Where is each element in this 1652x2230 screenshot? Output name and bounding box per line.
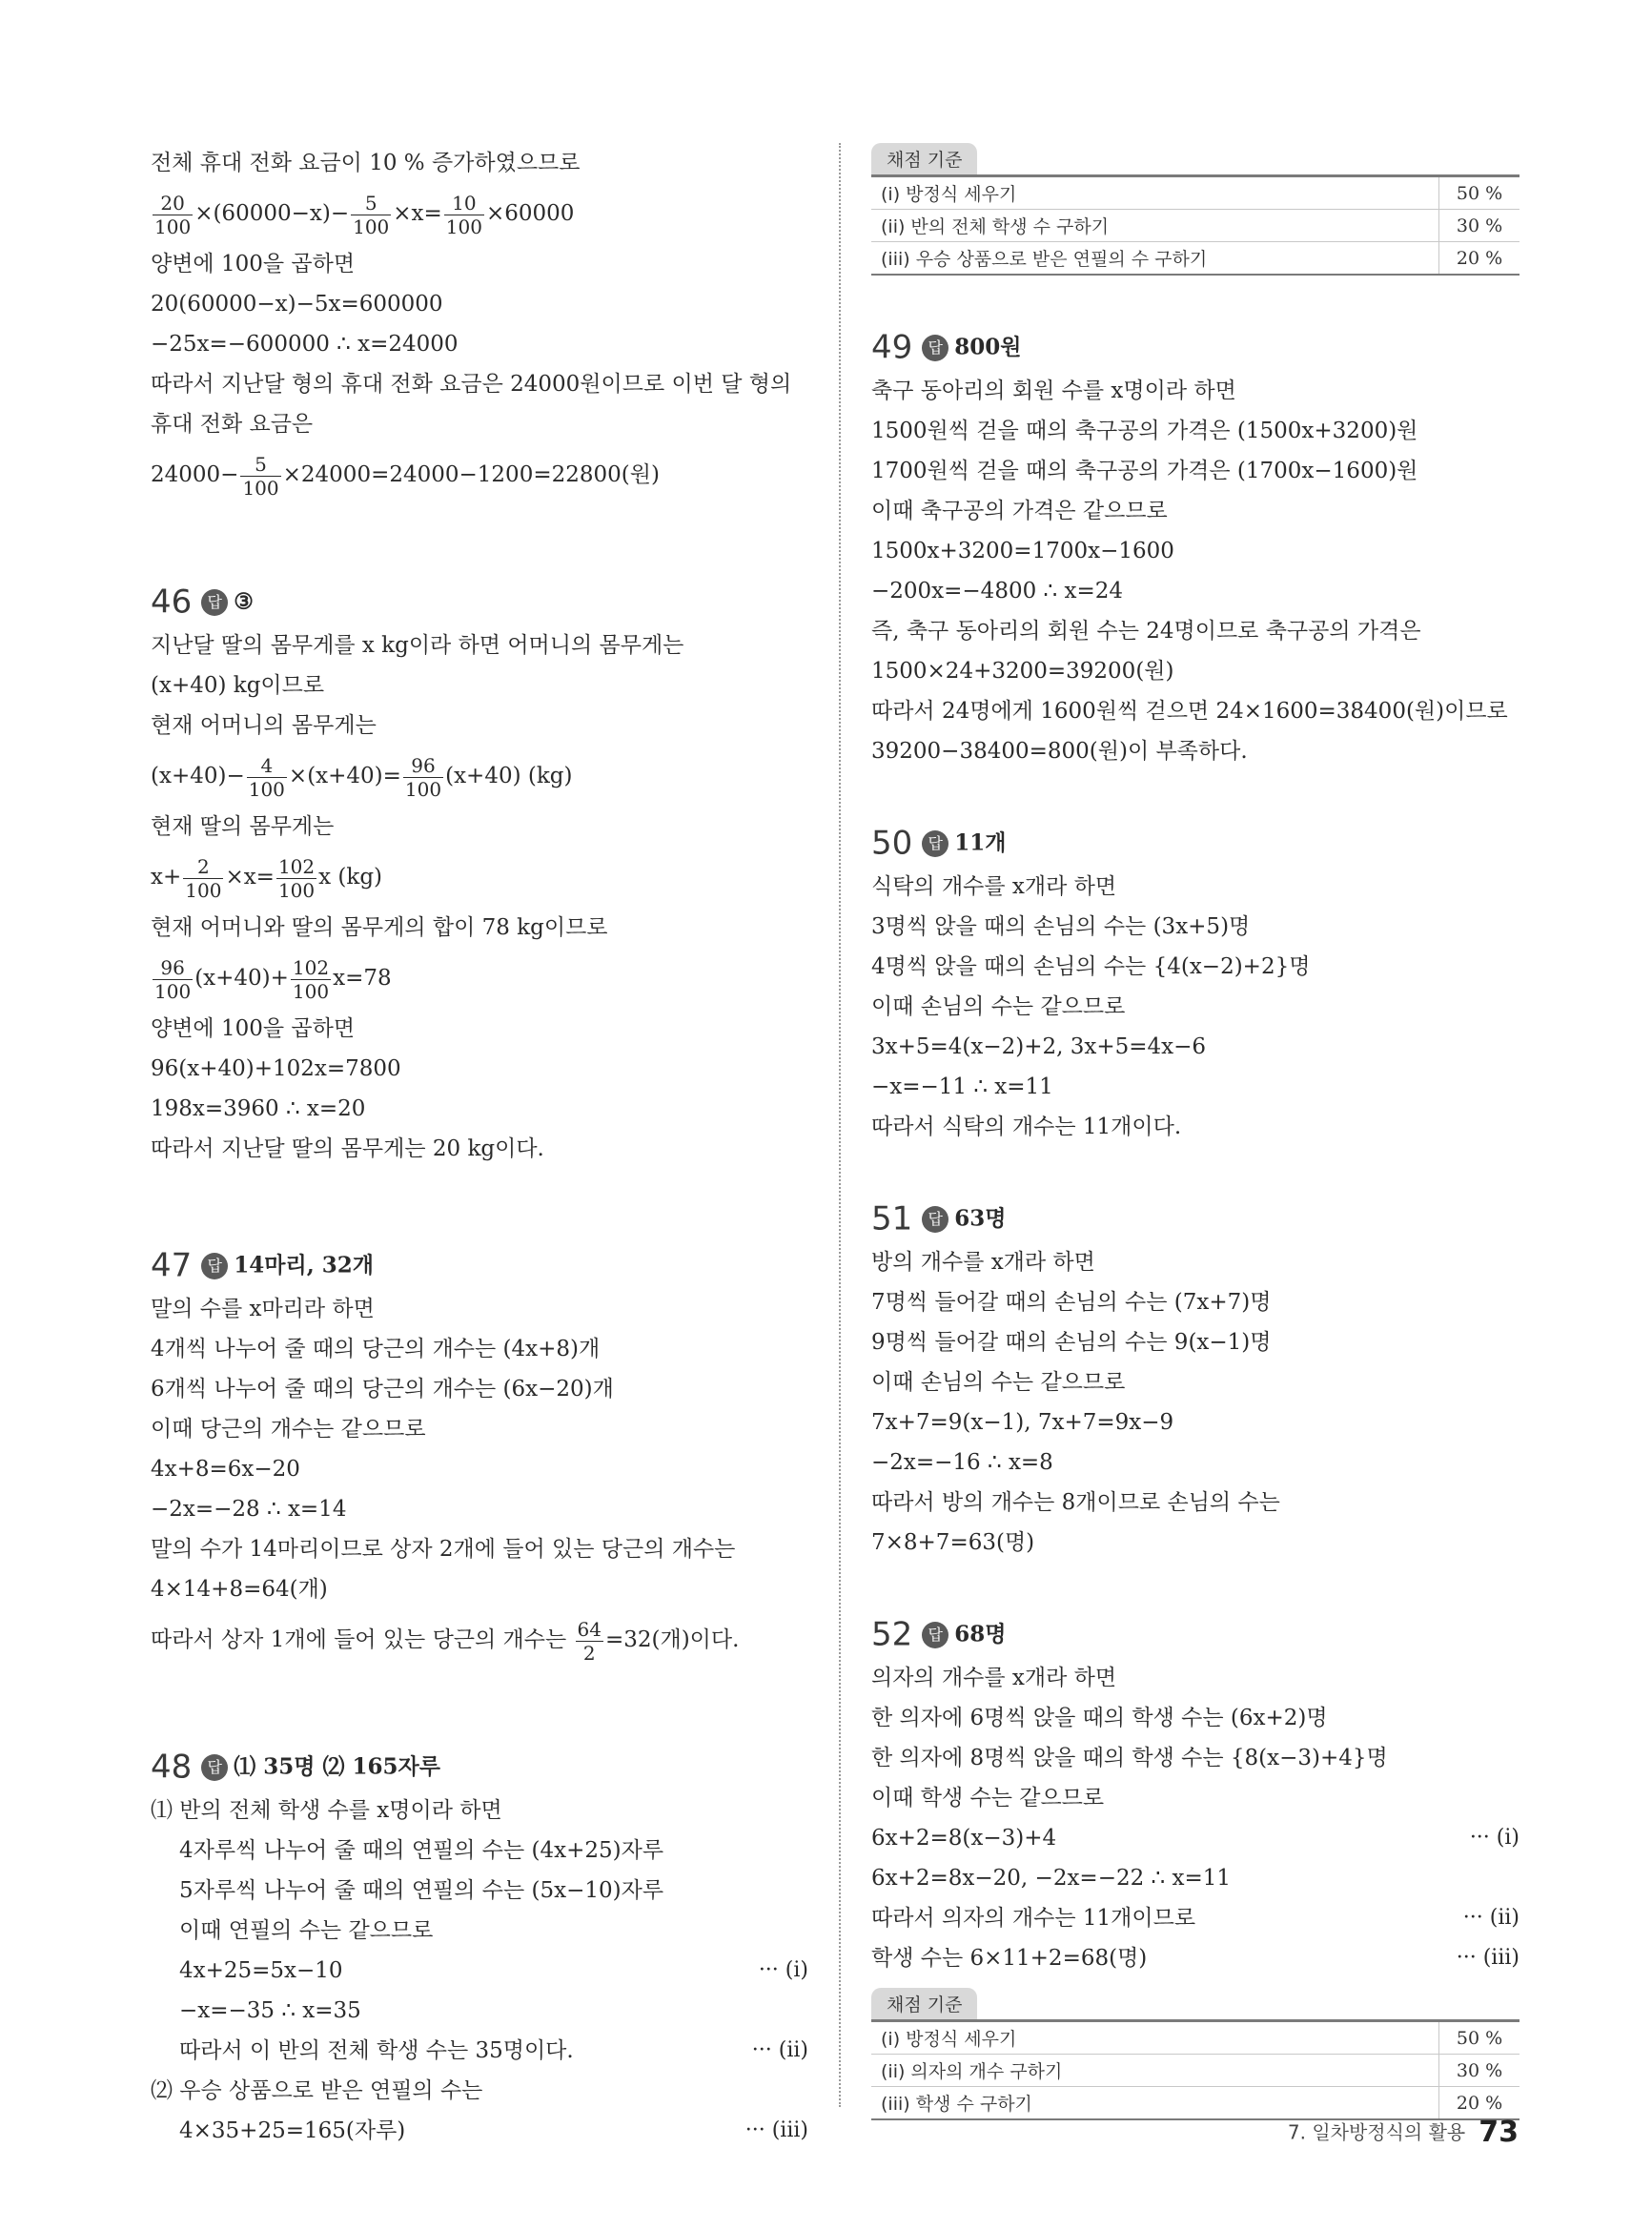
text-line bbox=[871, 1898, 1519, 1938]
text-line bbox=[151, 2031, 808, 2071]
answer: 11개 bbox=[954, 829, 1007, 856]
answer-badge: 답 bbox=[201, 1253, 228, 1279]
column-divider bbox=[839, 143, 841, 2107]
text-line: 1700원씩 걷을 때의 축구공의 가격은 (1700x−1600)원 bbox=[871, 459, 1418, 483]
solution-49 bbox=[871, 323, 1519, 771]
equation-line: 1500x+3200=1700x−1600 bbox=[871, 539, 1174, 563]
fraction bbox=[183, 854, 223, 902]
equation-line bbox=[151, 444, 808, 505]
text-line: 7명씩 들어갈 때의 손님의 수는 (7x+7)명 bbox=[871, 1290, 1272, 1315]
denominator: 100 bbox=[445, 215, 482, 238]
criteria-label: (i) 방정식 세우기 bbox=[871, 176, 1439, 210]
text-line: ⑵ 우승 상품으로 받은 연필의 수는 bbox=[151, 2078, 483, 2103]
solution-47 bbox=[151, 1241, 808, 1670]
criteria-table bbox=[871, 2019, 1519, 2120]
fraction bbox=[240, 452, 280, 500]
denominator: 100 bbox=[404, 777, 442, 801]
criteria-percent: 20 % bbox=[1439, 242, 1520, 276]
spacer bbox=[151, 505, 808, 578]
text-line: 방의 개수를 x개라 하면 bbox=[871, 1250, 1095, 1275]
denominator: 100 bbox=[353, 215, 390, 238]
numerator: 10 bbox=[444, 194, 484, 215]
text-line: 이때 당근의 개수는 같으므로 bbox=[151, 1417, 426, 1442]
equation-line bbox=[871, 1818, 1519, 1858]
numerator: 96 bbox=[403, 756, 443, 778]
solution-51 bbox=[871, 1195, 1519, 1563]
equation-text: 학생 수는 6×11+2=68(명) bbox=[871, 1946, 1148, 1971]
criteria-percent: 50 % bbox=[1439, 2021, 1520, 2055]
answer-badge: 답 bbox=[922, 1622, 948, 1648]
problem-number: 47 bbox=[151, 1246, 193, 1285]
fraction bbox=[153, 191, 193, 238]
text-line: 말의 수가 14마리이므로 상자 2개에 들어 있는 당근의 개수는 bbox=[151, 1537, 736, 1562]
equation-text: =32(개)이다. bbox=[604, 1627, 740, 1652]
step-marker: ··· (i) bbox=[1469, 1826, 1519, 1850]
equation-text: ×x= bbox=[225, 865, 275, 890]
text-line: 양변에 100을 곱하면 bbox=[151, 1016, 356, 1041]
spacer bbox=[151, 1670, 808, 1743]
step-marker: ··· (i) bbox=[758, 1958, 808, 1982]
text-line: 이때 연필의 수는 같으므로 bbox=[179, 1918, 434, 1943]
fraction bbox=[153, 955, 193, 1003]
step-marker: ··· (ii) bbox=[1462, 1906, 1519, 1930]
fraction bbox=[444, 191, 484, 238]
problem-header bbox=[871, 819, 1519, 867]
solution-48 bbox=[151, 1743, 808, 2151]
text-line: 1500원씩 걷을 때의 축구공의 가격은 (1500x+3200)원 bbox=[871, 419, 1418, 443]
denominator: 100 bbox=[242, 476, 279, 500]
text-line: 현재 어머니의 몸무게는 bbox=[151, 713, 377, 738]
equation-line bbox=[151, 2111, 808, 2151]
equation-text: ×(60000−x)− bbox=[194, 201, 350, 226]
numerator: 64 bbox=[577, 1617, 602, 1641]
fraction bbox=[403, 753, 443, 801]
step-marker: ··· (iii) bbox=[744, 2118, 808, 2142]
text-line: 이때 축구공의 가격은 같으므로 bbox=[871, 499, 1168, 523]
answer: 68명 bbox=[954, 1621, 1007, 1647]
equation-line: 7×8+7=63(명) bbox=[871, 1530, 1035, 1555]
numerator: 2 bbox=[183, 857, 223, 879]
step-marker: ··· (ii) bbox=[751, 2038, 808, 2062]
answer: ⑴ 35명 ⑵ 165자루 bbox=[234, 1753, 440, 1780]
equation-text: 24000− bbox=[151, 462, 239, 487]
criteria-label: (ii) 의자의 개수 구하기 bbox=[871, 2055, 1439, 2087]
criteria-percent: 30 % bbox=[1439, 210, 1520, 242]
equation-line: 3x+5=4(x−2)+2, 3x+5=4x−6 bbox=[871, 1034, 1207, 1059]
denominator: 100 bbox=[154, 979, 192, 1003]
problem-number: 49 bbox=[871, 328, 913, 367]
equation-text: x+ bbox=[151, 865, 182, 890]
right-column bbox=[871, 143, 1519, 2120]
text-line: 전체 휴대 전화 요금이 10 % 증가하였으므로 bbox=[151, 151, 581, 175]
equation-line: −2x=−28 ∴ x=14 bbox=[151, 1497, 347, 1522]
equation-text: 따라서 이 반의 전체 학생 수는 35명이다. bbox=[179, 2038, 574, 2063]
text-line: 의자의 개수를 x개라 하면 bbox=[871, 1666, 1117, 1690]
denominator: 100 bbox=[292, 979, 330, 1003]
equation-line bbox=[151, 948, 808, 1009]
step-marker: ··· (iii) bbox=[1456, 1946, 1519, 1970]
equation-text: 따라서 상자 1개에 들어 있는 당근의 개수는 bbox=[151, 1627, 574, 1652]
problem-header bbox=[871, 1610, 1519, 1658]
equation-text: ×x= bbox=[393, 201, 442, 226]
denominator: 100 bbox=[248, 777, 285, 801]
fraction bbox=[291, 955, 331, 1003]
grading-criteria-52 bbox=[871, 1988, 1519, 2120]
equation-line: 96(x+40)+102x=7800 bbox=[151, 1056, 401, 1081]
denominator: 100 bbox=[185, 878, 222, 902]
equation-line: 20(60000−x)−5x=600000 bbox=[151, 292, 443, 317]
numerator: 102 bbox=[292, 955, 330, 979]
equation-line: 4x+8=6x−20 bbox=[151, 1457, 300, 1482]
equation-line bbox=[151, 746, 808, 807]
answer: ③ bbox=[234, 588, 254, 615]
solution-50 bbox=[871, 819, 1519, 1147]
table-row bbox=[871, 242, 1519, 276]
answer-badge: 답 bbox=[201, 1754, 228, 1781]
equation-text: (x+40)− bbox=[151, 764, 245, 788]
answer: 800원 bbox=[954, 334, 1022, 360]
criteria-percent: 50 % bbox=[1439, 176, 1520, 210]
text-line bbox=[151, 1609, 808, 1670]
spacer bbox=[151, 1169, 808, 1241]
equation-line bbox=[151, 183, 808, 244]
text-line: 따라서 식탁의 개수는 11개이다. bbox=[871, 1115, 1182, 1139]
problem-header bbox=[151, 1743, 808, 1790]
table-row bbox=[871, 210, 1519, 242]
solution-46 bbox=[151, 578, 808, 1169]
text-line: 4자루씩 나누어 줄 때의 연필의 수는 (4x+25)자루 bbox=[179, 1838, 664, 1863]
answer: 63명 bbox=[954, 1205, 1007, 1232]
problem-number: 46 bbox=[151, 583, 193, 622]
table-row bbox=[871, 2055, 1519, 2087]
denominator: 100 bbox=[277, 878, 316, 902]
grading-criteria-48 bbox=[871, 143, 1519, 276]
equation-text: x (kg) bbox=[318, 865, 383, 890]
text-line: 한 의자에 6명씩 앉을 때의 학생 수는 (6x+2)명 bbox=[871, 1706, 1328, 1730]
numerator: 96 bbox=[153, 958, 193, 980]
answer-badge: 답 bbox=[922, 335, 948, 361]
problem-number: 51 bbox=[871, 1199, 913, 1238]
criteria-label: (iii) 우승 상품으로 받은 연필의 수 구하기 bbox=[871, 242, 1439, 276]
text-line bbox=[871, 1938, 1519, 1978]
page-number: 73 bbox=[1479, 2115, 1519, 2149]
equation-line: 4×14+8=64(개) bbox=[151, 1577, 328, 1602]
criteria-label: (iii) 학생 수 구하기 bbox=[871, 2087, 1439, 2120]
text-line: 현재 딸의 몸무게는 bbox=[151, 814, 335, 839]
text-line: 9명씩 들어갈 때의 손님의 수는 9(x−1)명 bbox=[871, 1330, 1272, 1355]
text-line: 5자루씩 나누어 줄 때의 연필의 수는 (5x−10)자루 bbox=[179, 1878, 664, 1903]
fraction bbox=[276, 854, 316, 902]
criteria-percent: 30 % bbox=[1439, 2055, 1520, 2087]
fraction bbox=[576, 1617, 603, 1665]
problem-header bbox=[151, 578, 808, 625]
table-row bbox=[871, 2021, 1519, 2055]
equation-line: −x=−35 ∴ x=35 bbox=[179, 1998, 361, 2023]
equation-text: (x+40)+ bbox=[194, 966, 289, 991]
text-line: 39200−38400=800(원)이 부족하다. bbox=[871, 739, 1248, 764]
equation-text: x=78 bbox=[333, 966, 392, 991]
answer-badge: 답 bbox=[922, 830, 948, 857]
left-column bbox=[151, 143, 808, 2151]
equation-line: 6x+2=8x−20, −2x=−22 ∴ x=11 bbox=[871, 1866, 1231, 1891]
text-line: 3명씩 앉을 때의 손님의 수는 (3x+5)명 bbox=[871, 914, 1251, 939]
text-line: 축구 동아리의 회원 수를 x명이라 하면 bbox=[871, 378, 1236, 403]
numerator: 5 bbox=[351, 194, 391, 215]
equation-line: 7x+7=9(x−1), 7x+7=9x−9 bbox=[871, 1410, 1174, 1435]
text-line: 양변에 100을 곱하면 bbox=[151, 252, 356, 276]
text-line: 따라서 지난달 형의 휴대 전화 요금은 24000원이므로 이번 달 형의 bbox=[151, 372, 792, 397]
equation-text: (x+40) (kg) bbox=[445, 764, 573, 788]
answer: 14마리, 32개 bbox=[234, 1252, 374, 1279]
criteria-table bbox=[871, 174, 1519, 276]
equation-line: 1500×24+3200=39200(원) bbox=[871, 659, 1174, 684]
denominator: 100 bbox=[154, 215, 192, 238]
spacer bbox=[871, 771, 1519, 819]
problem-header bbox=[871, 1195, 1519, 1242]
numerator: 4 bbox=[247, 756, 287, 778]
text-line: 6개씩 나누어 줄 때의 당근의 개수는 (6x−20)개 bbox=[151, 1377, 614, 1401]
text-line: 한 의자에 8명씩 앉을 때의 학생 수는 {8(x−3)+4}명 bbox=[871, 1746, 1388, 1770]
text-line: 4명씩 앉을 때의 손님의 수는 {4(x−2)+2}명 bbox=[871, 954, 1311, 979]
equation-text: 4×35+25=165(자루) bbox=[179, 2118, 406, 2143]
equation-line: −x=−11 ∴ x=11 bbox=[871, 1074, 1053, 1099]
equation-text: ×60000 bbox=[485, 201, 575, 226]
criteria-tab: 채점 기준 bbox=[871, 143, 977, 174]
problem-number: 50 bbox=[871, 824, 913, 863]
numerator: 102 bbox=[277, 854, 316, 878]
criteria-percent: 20 % bbox=[1439, 2087, 1520, 2120]
text-line: 이때 손님의 수는 같으므로 bbox=[871, 1370, 1126, 1395]
equation-line: −25x=−600000 ∴ x=24000 bbox=[151, 332, 459, 357]
text-line: 4개씩 나누어 줄 때의 당근의 개수는 (4x+8)개 bbox=[151, 1337, 601, 1361]
equation-line: 198x=3960 ∴ x=20 bbox=[151, 1096, 366, 1121]
equation-line: −2x=−16 ∴ x=8 bbox=[871, 1450, 1053, 1475]
problem-number: 48 bbox=[151, 1748, 193, 1787]
fraction bbox=[247, 753, 287, 801]
equation-line bbox=[151, 1951, 808, 1991]
solution-52 bbox=[871, 1610, 1519, 1978]
text-line: 따라서 24명에게 1600원씩 걷으면 24×1600=38400(원)이므로 bbox=[871, 699, 1508, 724]
equation-text: ×24000=24000−1200=22800(원) bbox=[282, 462, 660, 487]
spacer bbox=[871, 1563, 1519, 1610]
problem-number: 52 bbox=[871, 1615, 913, 1654]
chapter-title: 7. 일차방정식의 활용 bbox=[1287, 2120, 1466, 2144]
criteria-label: (ii) 반의 전체 학생 수 구하기 bbox=[871, 210, 1439, 242]
table-row bbox=[871, 176, 1519, 210]
page-footer bbox=[1288, 2113, 1519, 2151]
text-line: 말의 수를 x마리라 하면 bbox=[151, 1297, 375, 1321]
problem-header bbox=[151, 1241, 808, 1289]
criteria-label: (i) 방정식 세우기 bbox=[871, 2021, 1439, 2055]
text-line: 이때 학생 수는 같으므로 bbox=[871, 1786, 1105, 1811]
text-line: 지난달 딸의 몸무게를 x kg이라 하면 어머니의 몸무게는 bbox=[151, 633, 684, 658]
text-line: ⑴ 반의 전체 학생 수를 x명이라 하면 bbox=[151, 1798, 502, 1823]
fraction bbox=[351, 191, 391, 238]
text-line: 현재 어머니와 딸의 몸무게의 합이 78 kg이므로 bbox=[151, 915, 608, 940]
numerator: 20 bbox=[153, 194, 193, 215]
text-line: 휴대 전화 요금은 bbox=[151, 412, 314, 437]
denominator: 2 bbox=[582, 1641, 596, 1665]
text-line: 즉, 축구 동아리의 회원 수는 24명이므로 축구공의 가격은 bbox=[871, 619, 1421, 644]
equation-text: 6x+2=8(x−3)+4 bbox=[871, 1826, 1057, 1851]
equation-text: ×(x+40)= bbox=[288, 764, 401, 788]
text-line: (x+40) kg이므로 bbox=[151, 673, 325, 698]
equation-text: 4x+25=5x−10 bbox=[179, 1958, 343, 1983]
text-line: 이때 손님의 수는 같으므로 bbox=[871, 994, 1126, 1019]
equation-line bbox=[151, 847, 808, 908]
problem-header bbox=[871, 323, 1519, 371]
equation-line: −200x=−4800 ∴ x=24 bbox=[871, 579, 1123, 604]
solution-45-continued bbox=[151, 143, 808, 505]
text-line: 따라서 지난달 딸의 몸무게는 20 kg이다. bbox=[151, 1136, 544, 1161]
spacer bbox=[871, 1147, 1519, 1195]
answer-badge: 답 bbox=[201, 589, 228, 616]
criteria-tab: 채점 기준 bbox=[871, 1988, 977, 2019]
text-line: 따라서 방의 개수는 8개이므로 손님의 수는 bbox=[871, 1490, 1280, 1515]
text-line: 식탁의 개수를 x개라 하면 bbox=[871, 874, 1117, 899]
numerator: 5 bbox=[240, 455, 280, 477]
answer-badge: 답 bbox=[922, 1206, 948, 1233]
spacer bbox=[871, 276, 1519, 323]
equation-text: 따라서 의자의 개수는 11개이므로 bbox=[871, 1906, 1196, 1931]
